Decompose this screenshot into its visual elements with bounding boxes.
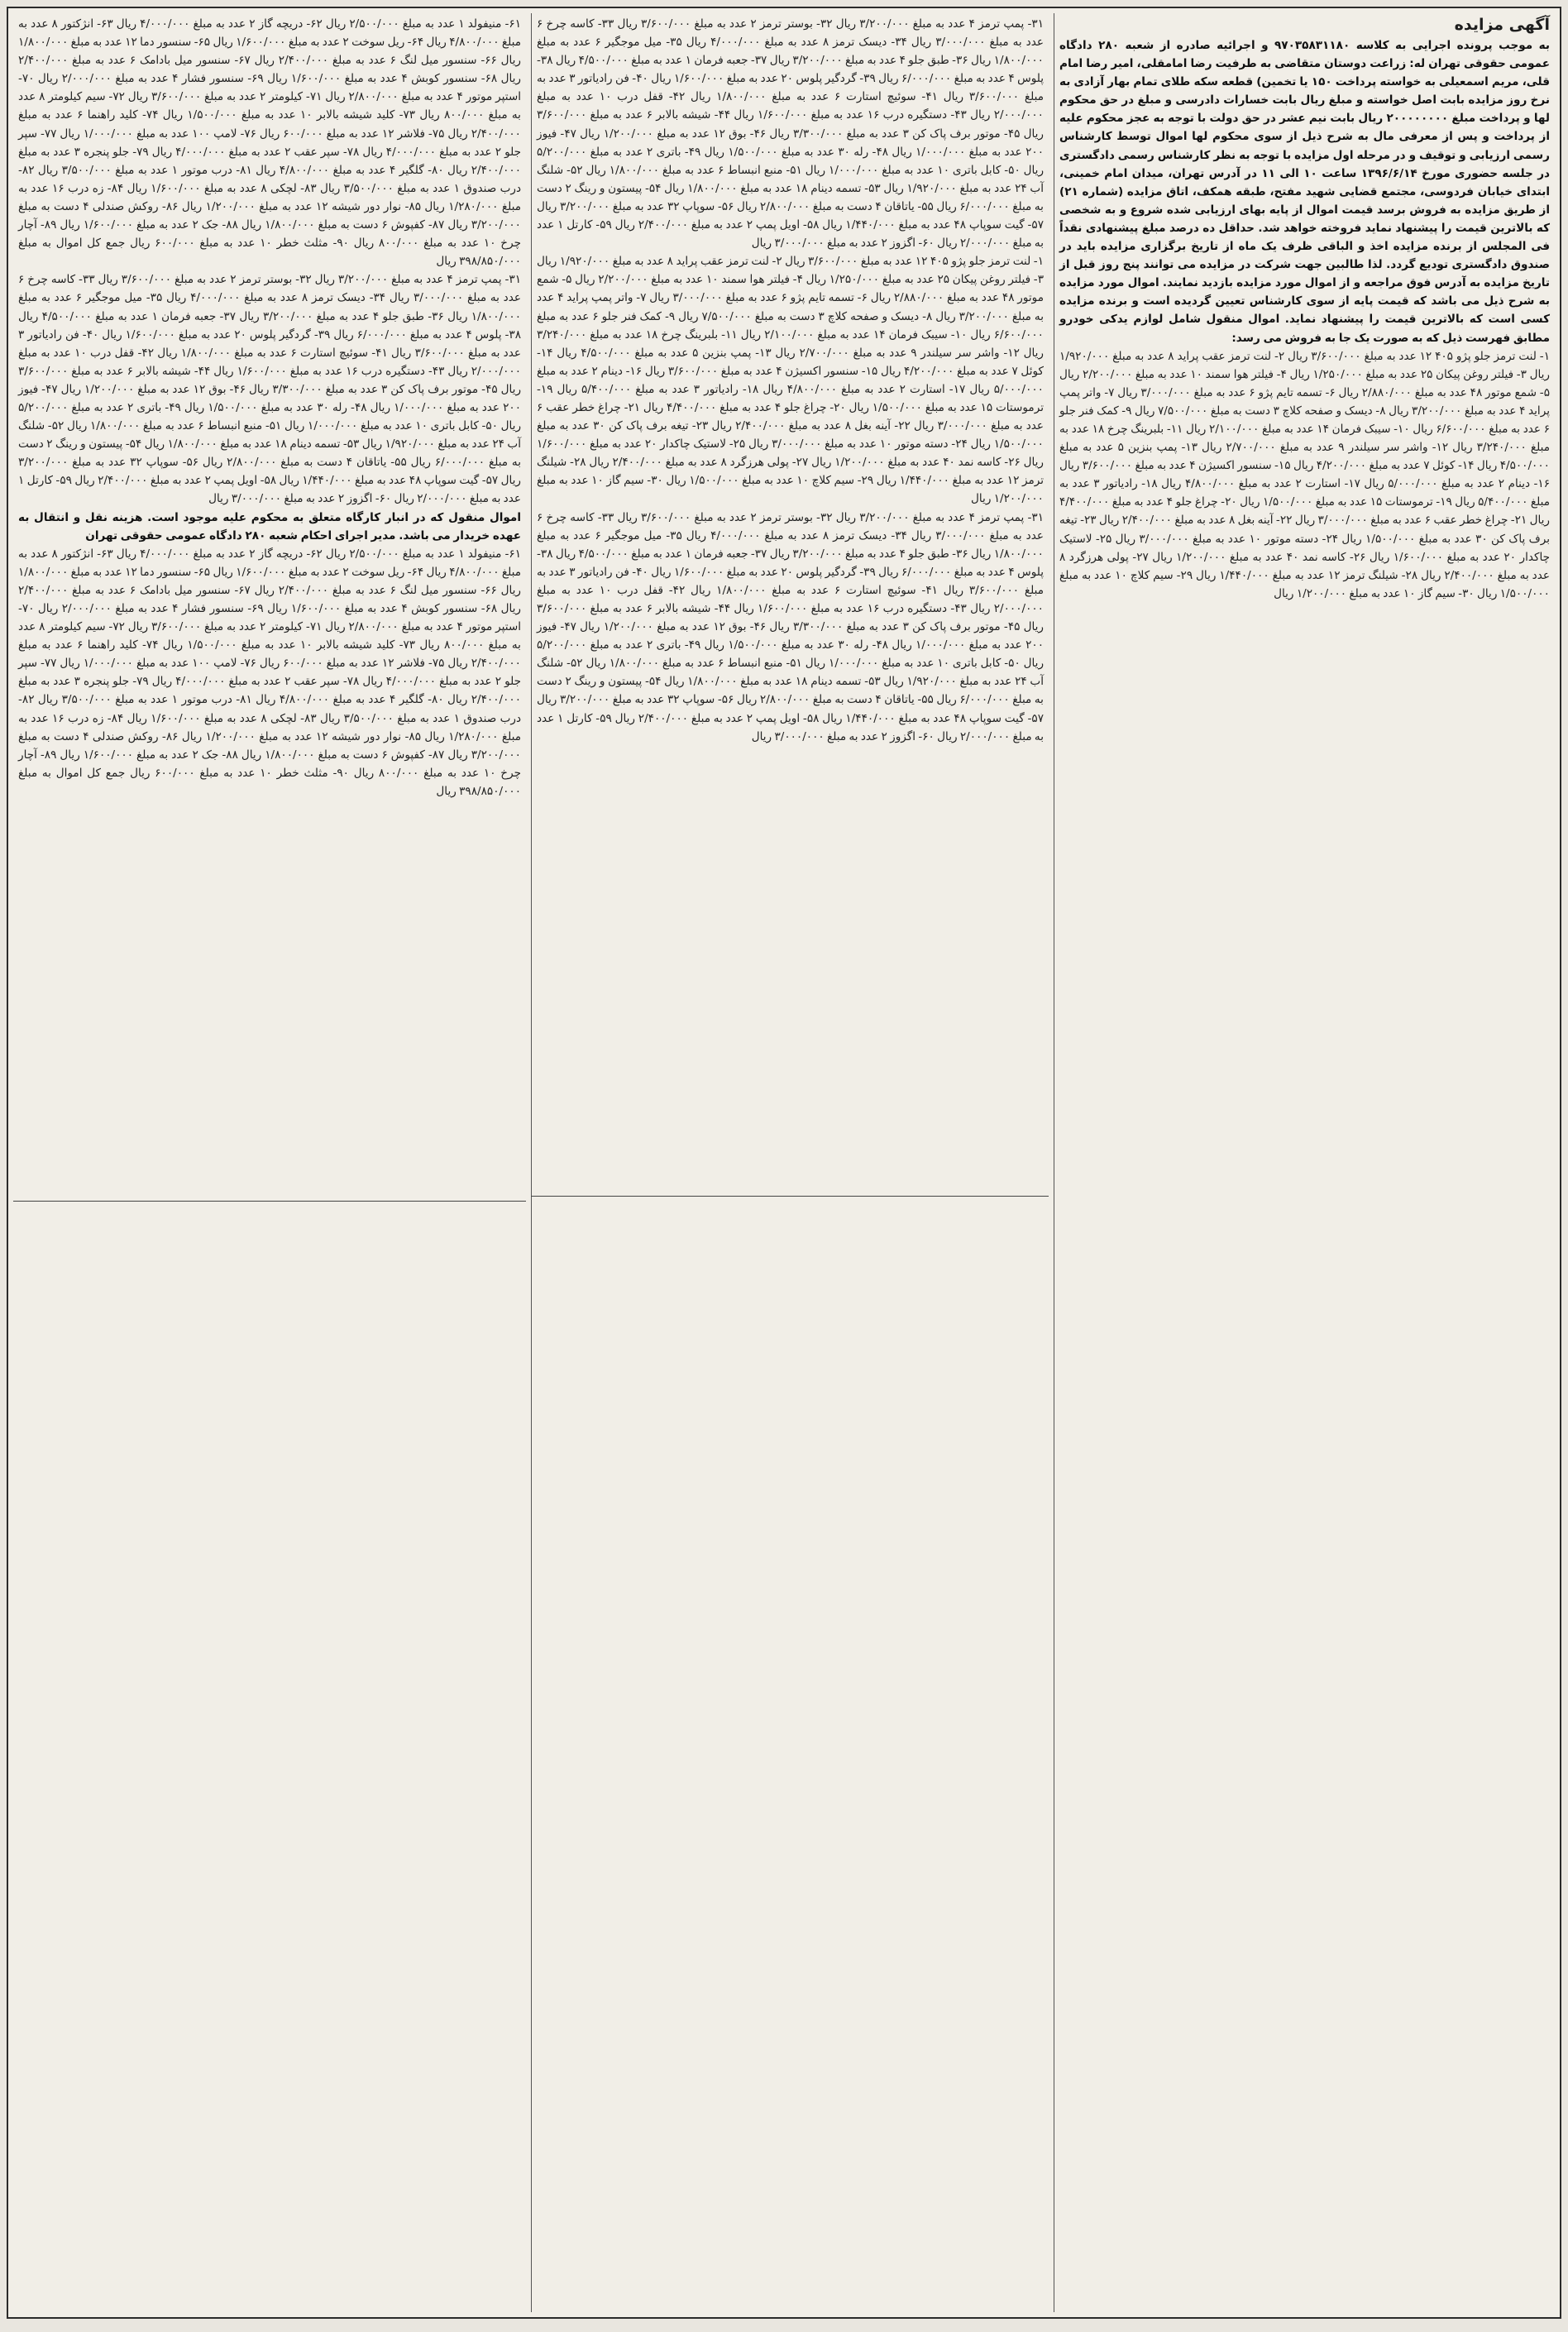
newspaper-page [7,7,1561,2319]
column-divider-middle [531,1196,1049,1197]
column-divider-left [13,1201,526,1202]
items-part-2-continued: ۱- لنت ترمز جلو پژو ۴۰۵ ۱۲ عدد به مبلغ ۳/۶۰۰/۰۰۰ ریال ۲- لنت ترمز عقب پراید ۸ عدد به مبلغ ۱/۹۲۰/۰۰۰ ریال ۳- فیلتر روغن پیکان ۲۵ عدد به مبلغ ۱/۲۵۰/۰۰۰ ریال ۴- فیلتر هوا سمند ۱۰ عدد به مبلغ ۲/۲۰۰/۰۰۰ ریال ۵- شمع موتور ۴۸ عدد به مبلغ ۲/۸۸۰/۰۰۰ ریال ۶- تسمه تایم پژو ۶ عدد به مبلغ ۳/۰۰۰/۰۰۰ ریال ۷- واتر پمپ پراید ۴ عدد به مبلغ ۳/۲۰۰/۰۰۰ ریال ۸- دیسک و صفحه کلاچ ۳ دست به مبلغ ۷/۵۰۰/۰۰۰ ریال ۹- کمک فنر جلو ۶ عدد به مبلغ ۶/۶۰۰/۰۰۰ ریال ۱۰- سیبک فرمان ۱۴ عدد به مبلغ ۲/۱۰۰/۰۰۰ ریال ۱۱- بلبرینگ چرخ ۱۸ عدد به مبلغ ۳/۲۴۰/۰۰۰ ریال ۱۲- واشر سر سیلندر ۹ عدد به مبلغ ۲/۷۰۰/۰۰۰ ریال ۱۳- پمپ بنزین ۵ عدد به مبلغ ۴/۵۰۰/۰۰۰ ریال ۱۴- کوئل ۷ عدد به مبلغ ۴/۲۰۰/۰۰۰ ریال ۱۵- سنسور اکسیژن ۴ عدد به مبلغ ۳/۶۰۰/۰۰۰ ریال ۱۶- دینام ۲ عدد به مبلغ ۵/۰۰۰/۰۰۰ ریال ۱۷- استارت ۲ عدد به مبلغ ۴/۸۰۰/۰۰۰ ریال ۱۸- رادیاتور ۳ عدد به مبلغ ۵/۴۰۰/۰۰۰ ریال ۱۹- ترموستات ۱۵ عدد به مبلغ ۱/۵۰۰/۰۰۰ ریال ۲۰- چراغ جلو ۴ عدد به مبلغ ۴/۴۰۰/۰۰۰ ریال ۲۱- چراغ خطر عقب ۶ عدد به مبلغ ۳/۰۰۰/۰۰۰ ریال ۲۲- آینه بغل ۸ عدد به مبلغ ۲/۴۰۰/۰۰۰ ریال ۲۳- تیغه برف پاک کن ۳۰ عدد به مبلغ ۱/۵۰۰/۰۰۰ ریال ۲۴- دسته موتور ۱۰ عدد به مبلغ ۳/۰۰۰/۰۰۰ ریال ۲۵- لاستیک چاکدار ۲۰ عدد به مبلغ ۱/۶۰۰/۰۰۰ ریال ۲۶- کاسه نمد ۴۰ عدد به مبلغ ۱/۲۰۰/۰۰۰ ریال ۲۷- پولی هرزگرد ۸ عدد به مبلغ ۲/۴۰۰/۰۰۰ ریال ۲۸- شیلنگ ترمز ۱۲ عدد به مبلغ ۱/۴۴۰/۰۰۰ ریال ۲۹- سیم کلاچ ۱۰ عدد به مبلغ ۱/۵۰۰/۰۰۰ ریال ۳۰- سیم گاز ۱۰ عدد به مبلغ ۱/۲۰۰/۰۰۰ ریال [537,255,1045,506]
items-part-3-continued: ۳۱- پمپ ترمز ۴ عدد به مبلغ ۳/۲۰۰/۰۰۰ ریال ۳۲- بوستر ترمز ۲ عدد به مبلغ ۳/۶۰۰/۰۰۰ ریال ۳۳- کاسه چرخ ۶ عدد به مبلغ ۳/۰۰۰/۰۰۰ ریال ۳۴- دیسک ترمز ۸ عدد به مبلغ ۴/۰۰۰/۰۰۰ ریال ۳۵- میل موجگیر ۶ عدد به مبلغ ۱/۸۰۰/۰۰۰ ریال ۳۶- طبق جلو ۴ عدد به مبلغ ۳/۲۰۰/۰۰۰ ریال ۳۷- جعبه فرمان ۱ عدد به مبلغ ۴/۵۰۰/۰۰۰ ریال ۳۸- پلوس ۴ عدد به مبلغ ۶/۰۰۰/۰۰۰ ریال ۳۹- گردگیر پلوس ۲۰ عدد به مبلغ ۱/۶۰۰/۰۰۰ ریال ۴۰- فن رادیاتور ۳ عدد به مبلغ ۳/۶۰۰/۰۰۰ ریال ۴۱- سوئیچ استارت ۶ عدد به مبلغ ۱/۸۰۰/۰۰۰ ریال ۴۲- قفل درب ۱۰ عدد به مبلغ ۲/۰۰۰/۰۰۰ ریال ۴۳- دستگیره درب ۱۶ عدد به مبلغ ۱/۶۰۰/۰۰۰ ریال ۴۴- شیشه بالابر ۶ عدد به مبلغ ۳/۶۰۰/۰۰۰ ریال ۴۵- موتور برف پاک کن ۳ عدد به مبلغ ۳/۳۰۰/۰۰۰ ریال ۴۶- بوق ۱۲ عدد به مبلغ ۱/۲۰۰/۰۰۰ ریال ۴۷- فیوز ۲۰۰ عدد به مبلغ ۱/۰۰۰/۰۰۰ ریال ۴۸- رله ۳۰ عدد به مبلغ ۱/۵۰۰/۰۰۰ ریال ۴۹- باتری ۲ عدد به مبلغ ۵/۲۰۰/۰۰۰ ریال ۵۰- کابل باتری ۱۰ عدد به مبلغ ۱/۰۰۰/۰۰۰ ریال ۵۱- منبع انبساط ۶ عدد به مبلغ ۱/۸۰۰/۰۰۰ ریال ۵۲- شلنگ آب ۲۴ عدد به مبلغ ۱/۹۲۰/۰۰۰ ریال ۵۳- تسمه دینام ۱۸ عدد به مبلغ ۱/۸۰۰/۰۰۰ ریال ۵۴- پیستون و رینگ ۲ دست به مبلغ ۶/۰۰۰/۰۰۰ ریال ۵۵- یاتاقان ۴ دست به مبلغ ۲/۸۰۰/۰۰۰ ریال ۵۶- سوپاپ ۳۲ عدد به مبلغ ۳/۲۰۰/۰۰۰ ریال ۵۷- گیت سوپاپ ۴۸ عدد به مبلغ ۱/۴۴۰/۰۰۰ ریال ۵۸- اویل پمپ ۲ عدد به مبلغ ۲/۴۰۰/۰۰۰ ریال ۵۹- کارتل ۱ عدد به مبلغ ۲/۰۰۰/۰۰۰ ریال ۶۰- اگزوز ۲ عدد به مبلغ ۳/۰۰۰/۰۰۰ ریال [18,273,522,506]
column-right [1054,13,1555,2312]
ad-intro: به موجب پرونده اجرایی به کلاسه ۹۷۰۳۵۸۳۱۱۸۰ و اجرائیه صادره از شعبه ۲۸۰ دادگاه عمومی حقوقی تهران له: زراعت دوستان متقاضی به طرفیت رضا امامقلی، امیر رضا امام قلی، مریم اسمعیلی به خواسته پرداخت ۱۵۰ یا تخمین) قطعه سکه طلای تمام بهار آزادی به نرخ روز مزایده بابت اصل خواسته و مبلغ ریال بابت خسارات دادرسی و مبلغ در حق محکوم لها و پرداخت مبلغ ۲۰۰۰۰۰۰۰۰ ریال بابت نیم عشر در حق دولت با توجه به عجز محکوم علیه از پرداخت و پس از معرفی مال به شرح ذیل از سوی محکوم لها اموال توسط کارشناس رسمی ارزیابی و توقیف و در مرحله اول مزایده با توجه به نظر کارشناس رسمی دادگستری در جلسه حضوری مورخ ۱۳۹۶/۶/۱۴ ساعت ۱۰ الی ۱۱ در آدرس تهران، میدان امام خمینی، ابتدای خیابان فردوسی، مجتمع قضایی شهید مفتح، طبقه همکف، اتاق مزایده (شماره ۲۱) از طریق مزایده به فروش برسد قیمت اموال از پایه بهای ارزیابی شده شروع و به شخصی که بالاترین قیمت را پیشنهاد نماید فروخته خواهد شد. حداقل ده درصد مبلغ پیشنهادی نقداً فی المجلس از برنده مزایده اخذ و الباقی ظرف یک ماه از تاریخ برگزاری مزایده باید در صندوق دادگستری تودیع گردد. لذا طالبین جهت شرکت در مزایده می توانند پنج روز قبل از تاریخ مزایده به آدرس فوق مراجعه و از اموال مورد مزایده بازدید نمایند. اموال مورد مزایده به شرح ذیل می باشد که قیمت پایه از سوی کارشناس تعیین گردیده است و برنده مزایده کسی است که بالاترین قیمت را پیشنهاد نماید. اموال منقول شامل لوازم یدکی خودرو مطابق فهرست ذیل که به صورت یک جا به فروش می رسد: [1059,39,1550,345]
ad-title: آگهی مزایده [1454,16,1550,34]
closing-note: اموال منقول که در انبار کارگاه متعلق به محکوم علیه موجود است. هزینه نقل و انتقال به عهده خریدار می باشد. مدیر اجرای احکام شعبه ۲۸۰ دادگاه عمومی حقوقی تهران [18,510,521,542]
items-part-3-tail: ۶۱- منیفولد ۱ عدد به مبلغ ۲/۵۰۰/۰۰۰ ریال ۶۲- دریچه گاز ۲ عدد به مبلغ ۴/۰۰۰/۰۰۰ ریال ۶۳- انژکتور ۸ عدد به مبلغ ۴/۸۰۰/۰۰۰ ریال ۶۴- ریل سوخت ۲ عدد به مبلغ ۱/۶۰۰/۰۰۰ ریال ۶۵- سنسور دما ۱۲ عدد به مبلغ ۱/۸۰۰/۰۰۰ ریال ۶۶- سنسور میل لنگ ۶ عدد به مبلغ ۲/۴۰۰/۰۰۰ ریال ۶۷- سنسور میل بادامک ۶ عدد به مبلغ ۲/۴۰۰/۰۰۰ ریال ۶۸- سنسور کوبش ۴ عدد به مبلغ ۱/۶۰۰/۰۰۰ ریال ۶۹- سنسور فشار ۴ عدد به مبلغ ۲/۰۰۰/۰۰۰ ریال ۷۰- استپر موتور ۴ عدد به مبلغ ۲/۸۰۰/۰۰۰ ریال ۷۱- کیلومتر ۲ عدد به مبلغ ۳/۶۰۰/۰۰۰ ریال ۷۲- سیم کیلومتر ۸ عدد به مبلغ ۸۰۰/۰۰۰ ریال ۷۳- کلید شیشه بالابر ۱۰ عدد به مبلغ ۱/۵۰۰/۰۰۰ ریال ۷۴- کلید راهنما ۶ عدد به مبلغ ۲/۴۰۰/۰۰۰ ریال ۷۵- فلاشر ۱۲ عدد به مبلغ ۶۰۰/۰۰۰ ریال ۷۶- لامپ ۱۰۰ عدد به مبلغ ۱/۰۰۰/۰۰۰ ریال ۷۷- سپر جلو ۲ عدد به مبلغ ۴/۰۰۰/۰۰۰ ریال ۷۸- سپر عقب ۲ عدد به مبلغ ۴/۰۰۰/۰۰۰ ریال ۷۹- جلو پنجره ۳ عدد به مبلغ ۲/۴۰۰/۰۰۰ ریال ۸۰- گلگیر ۴ عدد به مبلغ ۴/۸۰۰/۰۰۰ ریال ۸۱- درب موتور ۱ عدد به مبلغ ۳/۵۰۰/۰۰۰ ریال ۸۲- درب صندوق ۱ عدد به مبلغ ۳/۵۰۰/۰۰۰ ریال ۸۳- لچکی ۸ عدد به مبلغ ۱/۶۰۰/۰۰۰ ریال ۸۴- زه درب ۱۶ عدد به مبلغ ۱/۲۸۰/۰۰۰ ریال ۸۵- نوار دور شیشه ۱۲ عدد به مبلغ ۱/۲۰۰/۰۰۰ ریال ۸۶- روکش صندلی ۴ دست به مبلغ ۳/۲۰۰/۰۰۰ ریال ۸۷- کفپوش ۶ دست به مبلغ ۱/۸۰۰/۰۰۰ ریال ۸۸- جک ۲ عدد به مبلغ ۱/۶۰۰/۰۰۰ ریال ۸۹- آچار چرخ ۱۰ عدد به مبلغ ۸۰۰/۰۰۰ ریال ۹۰- مثلث خطر ۱۰ عدد به مبلغ ۶۰۰/۰۰۰ ریال جمع کل اموال به مبلغ ۳۹۸/۸۵۰/۰۰۰ ریال [18,547,522,798]
column-middle [531,13,1049,2312]
items-part-1: ۱- لنت ترمز جلو پژو ۴۰۵ ۱۲ عدد به مبلغ ۳/۶۰۰/۰۰۰ ریال ۲- لنت ترمز عقب پراید ۸ عدد به مبلغ ۱/۹۲۰/۰۰۰ ریال ۳- فیلتر روغن پیکان ۲۵ عدد به مبلغ ۱/۲۵۰/۰۰۰ ریال ۴- فیلتر هوا سمند ۱۰ عدد به مبلغ ۲/۲۰۰/۰۰۰ ریال ۵- شمع موتور ۴۸ عدد به مبلغ ۲/۸۸۰/۰۰۰ ریال ۶- تسمه تایم پژو ۶ عدد به مبلغ ۳/۰۰۰/۰۰۰ ریال ۷- واتر پمپ پراید ۴ عدد به مبلغ ۳/۲۰۰/۰۰۰ ریال ۸- دیسک و صفحه کلاچ ۳ دست به مبلغ ۷/۵۰۰/۰۰۰ ریال ۹- کمک فنر جلو ۶ عدد به مبلغ ۶/۶۰۰/۰۰۰ ریال ۱۰- سیبک فرمان ۱۴ عدد به مبلغ ۲/۱۰۰/۰۰۰ ریال ۱۱- بلبرینگ چرخ ۱۸ عدد به مبلغ ۳/۲۴۰/۰۰۰ ریال ۱۲- واشر سر سیلندر ۹ عدد به مبلغ ۲/۷۰۰/۰۰۰ ریال ۱۳- پمپ بنزین ۵ عدد به مبلغ ۴/۵۰۰/۰۰۰ ریال ۱۴- کوئل ۷ عدد به مبلغ ۴/۲۰۰/۰۰۰ ریال ۱۵- سنسور اکسیژن ۴ عدد به مبلغ ۳/۶۰۰/۰۰۰ ریال ۱۶- دینام ۲ عدد به مبلغ ۵/۰۰۰/۰۰۰ ریال ۱۷- استارت ۲ عدد به مبلغ ۴/۸۰۰/۰۰۰ ریال ۱۸- رادیاتور ۳ عدد به مبلغ ۵/۴۰۰/۰۰۰ ریال ۱۹- ترموستات ۱۵ عدد به مبلغ ۱/۵۰۰/۰۰۰ ریال ۲۰- چراغ جلو ۴ عدد به مبلغ ۴/۴۰۰/۰۰۰ ریال ۲۱- چراغ خطر عقب ۶ عدد به مبلغ ۳/۰۰۰/۰۰۰ ریال ۲۲- آینه بغل ۸ عدد به مبلغ ۲/۴۰۰/۰۰۰ ریال ۲۳- تیغه برف پاک کن ۳۰ عدد به مبلغ ۱/۵۰۰/۰۰۰ ریال ۲۴- دسته موتور ۱۰ عدد به مبلغ ۳/۰۰۰/۰۰۰ ریال ۲۵- لاستیک چاکدار ۲۰ عدد به مبلغ ۱/۶۰۰/۰۰۰ ریال ۲۶- کاسه نمد ۴۰ عدد به مبلغ ۱/۲۰۰/۰۰۰ ریال ۲۷- پولی هرزگرد ۸ عدد به مبلغ ۲/۴۰۰/۰۰۰ ریال ۲۸- شیلنگ ترمز ۱۲ عدد به مبلغ ۱/۴۴۰/۰۰۰ ریال ۲۹- سیم کلاچ ۱۰ عدد به مبلغ ۱/۵۰۰/۰۰۰ ریال ۳۰- سیم گاز ۱۰ عدد به مبلغ ۱/۲۰۰/۰۰۰ ریال [1059,349,1551,600]
column-left [13,13,526,2312]
items-part-2: ۳۱- پمپ ترمز ۴ عدد به مبلغ ۳/۲۰۰/۰۰۰ ریال ۳۲- بوستر ترمز ۲ عدد به مبلغ ۳/۶۰۰/۰۰۰ ریال ۳۳- کاسه چرخ ۶ عدد به مبلغ ۳/۰۰۰/۰۰۰ ریال ۳۴- دیسک ترمز ۸ عدد به مبلغ ۴/۰۰۰/۰۰۰ ریال ۳۵- میل موجگیر ۶ عدد به مبلغ ۱/۸۰۰/۰۰۰ ریال ۳۶- طبق جلو ۴ عدد به مبلغ ۳/۲۰۰/۰۰۰ ریال ۳۷- جعبه فرمان ۱ عدد به مبلغ ۴/۵۰۰/۰۰۰ ریال ۳۸- پلوس ۴ عدد به مبلغ ۶/۰۰۰/۰۰۰ ریال ۳۹- گردگیر پلوس ۲۰ عدد به مبلغ ۱/۶۰۰/۰۰۰ ریال ۴۰- فن رادیاتور ۳ عدد به مبلغ ۳/۶۰۰/۰۰۰ ریال ۴۱- سوئیچ استارت ۶ عدد به مبلغ ۱/۸۰۰/۰۰۰ ریال ۴۲- قفل درب ۱۰ عدد به مبلغ ۲/۰۰۰/۰۰۰ ریال ۴۳- دستگیره درب ۱۶ عدد به مبلغ ۱/۶۰۰/۰۰۰ ریال ۴۴- شیشه بالابر ۶ عدد به مبلغ ۳/۶۰۰/۰۰۰ ریال ۴۵- موتور برف پاک کن ۳ عدد به مبلغ ۳/۳۰۰/۰۰۰ ریال ۴۶- بوق ۱۲ عدد به مبلغ ۱/۲۰۰/۰۰۰ ریال ۴۷- فیوز ۲۰۰ عدد به مبلغ ۱/۰۰۰/۰۰۰ ریال ۴۸- رله ۳۰ عدد به مبلغ ۱/۵۰۰/۰۰۰ ریال ۴۹- باتری ۲ عدد به مبلغ ۵/۲۰۰/۰۰۰ ریال ۵۰- کابل باتری ۱۰ عدد به مبلغ ۱/۰۰۰/۰۰۰ ریال ۵۱- منبع انبساط ۶ عدد به مبلغ ۱/۸۰۰/۰۰۰ ریال ۵۲- شلنگ آب ۲۴ عدد به مبلغ ۱/۹۲۰/۰۰۰ ریال ۵۳- تسمه دینام ۱۸ عدد به مبلغ ۱/۸۰۰/۰۰۰ ریال ۵۴- پیستون و رینگ ۲ دست به مبلغ ۶/۰۰۰/۰۰۰ ریال ۵۵- یاتاقان ۴ دست به مبلغ ۲/۸۰۰/۰۰۰ ریال ۵۶- سوپاپ ۳۲ عدد به مبلغ ۳/۲۰۰/۰۰۰ ریال ۵۷- گیت سوپاپ ۴۸ عدد به مبلغ ۱/۴۴۰/۰۰۰ ریال ۵۸- اویل پمپ ۲ عدد به مبلغ ۲/۴۰۰/۰۰۰ ریال ۵۹- کارتل ۱ عدد به مبلغ ۲/۰۰۰/۰۰۰ ریال ۶۰- اگزوز ۲ عدد به مبلغ ۳/۰۰۰/۰۰۰ ریال [537,17,1045,251]
items-part-2-tail: ۳۱- پمپ ترمز ۴ عدد به مبلغ ۳/۲۰۰/۰۰۰ ریال ۳۲- بوستر ترمز ۲ عدد به مبلغ ۳/۶۰۰/۰۰۰ ریال ۳۳- کاسه چرخ ۶ عدد به مبلغ ۳/۰۰۰/۰۰۰ ریال ۳۴- دیسک ترمز ۸ عدد به مبلغ ۴/۰۰۰/۰۰۰ ریال ۳۵- میل موجگیر ۶ عدد به مبلغ ۱/۸۰۰/۰۰۰ ریال ۳۶- طبق جلو ۴ عدد به مبلغ ۳/۲۰۰/۰۰۰ ریال ۳۷- جعبه فرمان ۱ عدد به مبلغ ۴/۵۰۰/۰۰۰ ریال ۳۸- پلوس ۴ عدد به مبلغ ۶/۰۰۰/۰۰۰ ریال ۳۹- گردگیر پلوس ۲۰ عدد به مبلغ ۱/۶۰۰/۰۰۰ ریال ۴۰- فن رادیاتور ۳ عدد به مبلغ ۳/۶۰۰/۰۰۰ ریال ۴۱- سوئیچ استارت ۶ عدد به مبلغ ۱/۸۰۰/۰۰۰ ریال ۴۲- قفل درب ۱۰ عدد به مبلغ ۲/۰۰۰/۰۰۰ ریال ۴۳- دستگیره درب ۱۶ عدد به مبلغ ۱/۶۰۰/۰۰۰ ریال ۴۴- شیشه بالابر ۶ عدد به مبلغ ۳/۶۰۰/۰۰۰ ریال ۴۵- موتور برف پاک کن ۳ عدد به مبلغ ۳/۳۰۰/۰۰۰ ریال ۴۶- بوق ۱۲ عدد به مبلغ ۱/۲۰۰/۰۰۰ ریال ۴۷- فیوز ۲۰۰ عدد به مبلغ ۱/۰۰۰/۰۰۰ ریال ۴۸- رله ۳۰ عدد به مبلغ ۱/۵۰۰/۰۰۰ ریال ۴۹- باتری ۲ عدد به مبلغ ۵/۲۰۰/۰۰۰ ریال ۵۰- کابل باتری ۱۰ عدد به مبلغ ۱/۰۰۰/۰۰۰ ریال ۵۱- منبع انبساط ۶ عدد به مبلغ ۱/۸۰۰/۰۰۰ ریال ۵۲- شلنگ آب ۲۴ عدد به مبلغ ۱/۹۲۰/۰۰۰ ریال ۵۳- تسمه دینام ۱۸ عدد به مبلغ ۱/۸۰۰/۰۰۰ ریال ۵۴- پیستون و رینگ ۲ دست به مبلغ ۶/۰۰۰/۰۰۰ ریال ۵۵- یاتاقان ۴ دست به مبلغ ۲/۸۰۰/۰۰۰ ریال ۵۶- سوپاپ ۳۲ عدد به مبلغ ۳/۲۰۰/۰۰۰ ریال ۵۷- گیت سوپاپ ۴۸ عدد به مبلغ ۱/۴۴۰/۰۰۰ ریال ۵۸- اویل پمپ ۲ عدد به مبلغ ۲/۴۰۰/۰۰۰ ریال ۵۹- کارتل ۱ عدد به مبلغ ۲/۰۰۰/۰۰۰ ریال ۶۰- اگزوز ۲ عدد به مبلغ ۳/۰۰۰/۰۰۰ ریال [537,510,1045,743]
items-part-3: ۶۱- منیفولد ۱ عدد به مبلغ ۲/۵۰۰/۰۰۰ ریال ۶۲- دریچه گاز ۲ عدد به مبلغ ۴/۰۰۰/۰۰۰ ریال ۶۳- انژکتور ۸ عدد به مبلغ ۴/۸۰۰/۰۰۰ ریال ۶۴- ریل سوخت ۲ عدد به مبلغ ۱/۶۰۰/۰۰۰ ریال ۶۵- سنسور دما ۱۲ عدد به مبلغ ۱/۸۰۰/۰۰۰ ریال ۶۶- سنسور میل لنگ ۶ عدد به مبلغ ۲/۴۰۰/۰۰۰ ریال ۶۷- سنسور میل بادامک ۶ عدد به مبلغ ۲/۴۰۰/۰۰۰ ریال ۶۸- سنسور کوبش ۴ عدد به مبلغ ۱/۶۰۰/۰۰۰ ریال ۶۹- سنسور فشار ۴ عدد به مبلغ ۲/۰۰۰/۰۰۰ ریال ۷۰- استپر موتور ۴ عدد به مبلغ ۲/۸۰۰/۰۰۰ ریال ۷۱- کیلومتر ۲ عدد به مبلغ ۳/۶۰۰/۰۰۰ ریال ۷۲- سیم کیلومتر ۸ عدد به مبلغ ۸۰۰/۰۰۰ ریال ۷۳- کلید شیشه بالابر ۱۰ عدد به مبلغ ۱/۵۰۰/۰۰۰ ریال ۷۴- کلید راهنما ۶ عدد به مبلغ ۲/۴۰۰/۰۰۰ ریال ۷۵- فلاشر ۱۲ عدد به مبلغ ۶۰۰/۰۰۰ ریال ۷۶- لامپ ۱۰۰ عدد به مبلغ ۱/۰۰۰/۰۰۰ ریال ۷۷- سپر جلو ۲ عدد به مبلغ ۴/۰۰۰/۰۰۰ ریال ۷۸- سپر عقب ۲ عدد به مبلغ ۴/۰۰۰/۰۰۰ ریال ۷۹- جلو پنجره ۳ عدد به مبلغ ۲/۴۰۰/۰۰۰ ریال ۸۰- گلگیر ۴ عدد به مبلغ ۴/۸۰۰/۰۰۰ ریال ۸۱- درب موتور ۱ عدد به مبلغ ۳/۵۰۰/۰۰۰ ریال ۸۲- درب صندوق ۱ عدد به مبلغ ۳/۵۰۰/۰۰۰ ریال ۸۳- لچکی ۸ عدد به مبلغ ۱/۶۰۰/۰۰۰ ریال ۸۴- زه درب ۱۶ عدد به مبلغ ۱/۲۸۰/۰۰۰ ریال ۸۵- نوار دور شیشه ۱۲ عدد به مبلغ ۱/۲۰۰/۰۰۰ ریال ۸۶- روکش صندلی ۴ دست به مبلغ ۳/۲۰۰/۰۰۰ ریال ۸۷- کفپوش ۶ دست به مبلغ ۱/۸۰۰/۰۰۰ ریال ۸۸- جک ۲ عدد به مبلغ ۱/۶۰۰/۰۰۰ ریال ۸۹- آچار چرخ ۱۰ عدد به مبلغ ۸۰۰/۰۰۰ ریال ۹۰- مثلث خطر ۱۰ عدد به مبلغ ۶۰۰/۰۰۰ ریال جمع کل اموال به مبلغ ۳۹۸/۸۵۰/۰۰۰ ریال [18,17,522,269]
